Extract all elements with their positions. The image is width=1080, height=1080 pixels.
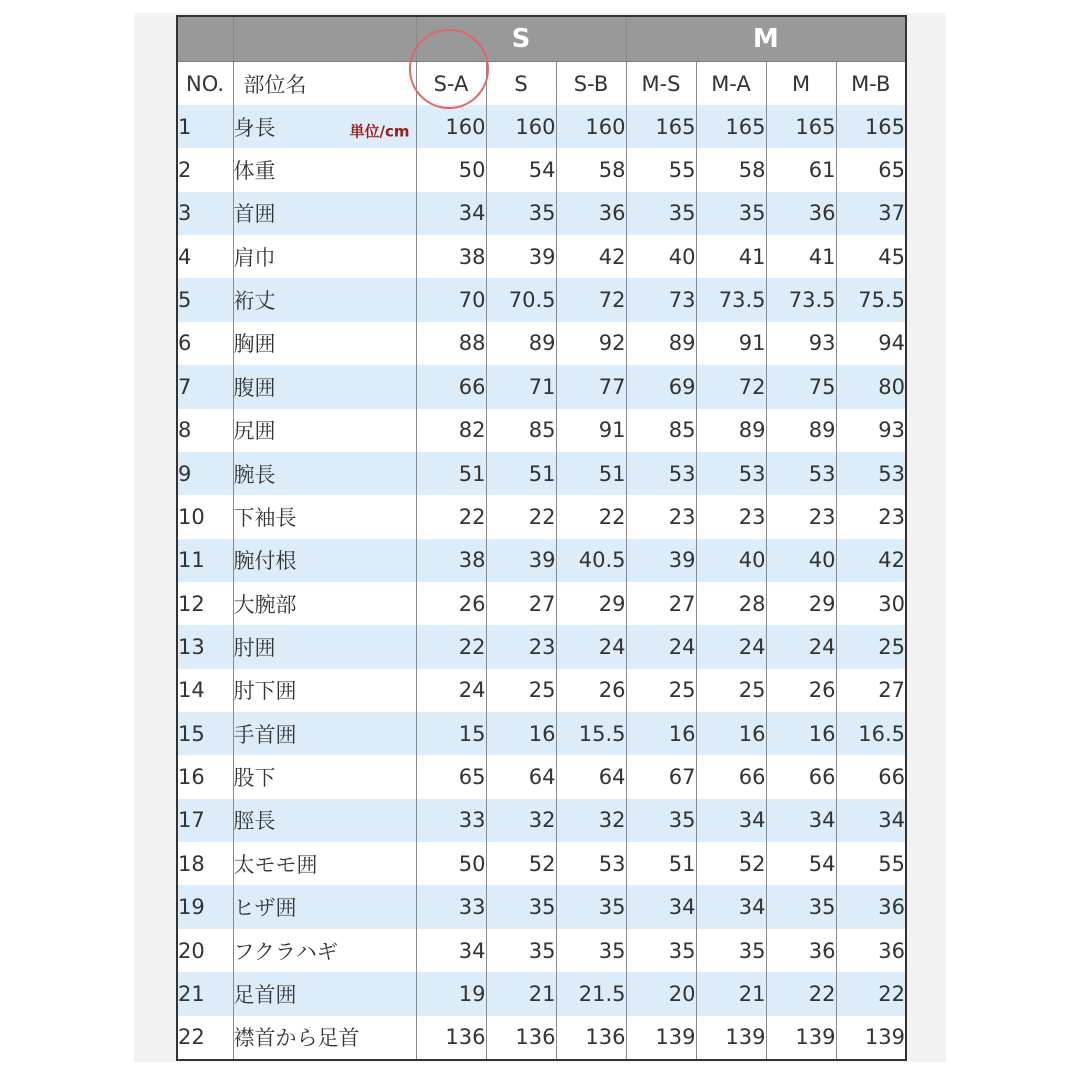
measurement-cell: 28 [696,582,766,625]
measurement-cell: 136 [486,1016,556,1060]
measurement-cell: 23 [766,495,836,538]
table-row [177,972,906,1015]
measurement-cell: 93 [836,409,906,452]
part-name: 腹囲 [233,375,276,400]
part-name: 足首囲 [233,982,297,1007]
measurement-cell: 40 [766,539,836,582]
part-name-cell [233,669,416,712]
part-name-cell [233,842,416,885]
measurement-cell: 72 [696,365,766,408]
part-name: フクラハギ [233,939,338,964]
measurement-cell: 16 [766,712,836,755]
table-row [177,712,906,755]
measurement-cell: 42 [556,235,626,278]
row-number: 3 [177,192,233,235]
measurement-cell: 53 [836,452,906,495]
measurement-cell: 136 [556,1016,626,1060]
measurement-cell: 27 [626,582,696,625]
row-number: 22 [177,1016,233,1060]
measurement-cell: 165 [766,105,836,148]
measurement-cell: 26 [556,669,626,712]
measurement-cell: 22 [836,972,906,1015]
table-row [177,105,906,148]
measurement-cell: 25 [486,669,556,712]
measurement-cell: 65 [836,148,906,191]
row-number: 6 [177,322,233,365]
measurement-cell: 16 [486,712,556,755]
table-row [177,495,906,538]
measurement-cell: 33 [416,885,486,928]
measurement-cell: 24 [556,625,626,668]
measurement-cell: 35 [696,929,766,972]
measurement-cell: 39 [486,235,556,278]
measurement-cell: 34 [836,799,906,842]
measurement-cell: 42 [836,539,906,582]
measurement-cell: 65 [416,755,486,798]
measurement-cell: 82 [416,409,486,452]
measurement-cell: 51 [556,452,626,495]
part-name: 太モモ囲 [233,852,318,877]
measurement-cell: 91 [696,322,766,365]
measurement-cell: 24 [696,625,766,668]
measurement-cell: 89 [766,409,836,452]
measurement-cell: 40 [696,539,766,582]
table-row [177,929,906,972]
measurement-cell: 25 [626,669,696,712]
measurement-cell: 39 [486,539,556,582]
measurement-cell: 27 [836,669,906,712]
part-name: 胸囲 [233,332,276,357]
size-group-header-row [177,16,906,62]
table-row [177,148,906,191]
size-chart-body [177,105,906,1060]
group-header-m: M [626,16,906,62]
table-row [177,1016,906,1060]
table-row [177,192,906,235]
part-name-cell [233,148,416,191]
measurement-cell: 21 [696,972,766,1015]
part-name: 肘下囲 [233,679,297,704]
column-header-no: NO. [177,62,233,106]
measurement-cell: 26 [766,669,836,712]
measurement-cell: 53 [626,452,696,495]
measurement-cell: 70 [416,278,486,321]
column-header-size: M-B [836,62,906,106]
measurement-cell: 15 [416,712,486,755]
measurement-cell: 26 [416,582,486,625]
measurement-cell: 92 [556,322,626,365]
table-row [177,669,906,712]
measurement-cell: 160 [486,105,556,148]
table-row [177,885,906,928]
part-name-cell [233,278,416,321]
table-row [177,235,906,278]
row-number: 5 [177,278,233,321]
column-header-size: M [766,62,836,106]
column-header-size: S-B [556,62,626,106]
measurement-cell: 35 [486,192,556,235]
measurement-cell: 38 [416,539,486,582]
measurement-cell: 23 [486,625,556,668]
table-row [177,625,906,668]
row-number: 17 [177,799,233,842]
measurement-cell: 24 [416,669,486,712]
measurement-cell: 165 [626,105,696,148]
measurement-cell: 36 [766,929,836,972]
row-number: 4 [177,235,233,278]
measurement-cell: 53 [556,842,626,885]
measurement-cell: 38 [416,235,486,278]
part-name: 体重 [233,159,276,184]
measurement-cell: 75.5 [836,278,906,321]
group-header-s: S [416,16,626,62]
measurement-cell: 22 [416,625,486,668]
part-name-cell [233,409,416,452]
measurement-cell: 36 [836,885,906,928]
measurement-cell: 52 [486,842,556,885]
measurement-cell: 160 [416,105,486,148]
measurement-cell: 29 [556,582,626,625]
part-name-cell [233,712,416,755]
column-header-size: S [486,62,556,106]
measurement-cell: 51 [626,842,696,885]
measurement-cell: 16.5 [836,712,906,755]
measurement-cell: 35 [766,885,836,928]
measurement-cell: 75 [766,365,836,408]
row-number: 13 [177,625,233,668]
row-number: 14 [177,669,233,712]
part-name-cell [233,365,416,408]
measurement-cell: 88 [416,322,486,365]
measurement-cell: 80 [836,365,906,408]
measurement-cell: 27 [486,582,556,625]
measurement-cell: 40.5 [556,539,626,582]
measurement-cell: 41 [696,235,766,278]
column-header-size: M-S [626,62,696,106]
part-name: 大腕部 [233,592,297,617]
measurement-cell: 73 [626,278,696,321]
measurement-cell: 139 [766,1016,836,1060]
part-name: 脛長 [233,809,276,834]
measurement-cell: 66 [836,755,906,798]
measurement-cell: 22 [766,972,836,1015]
measurement-cell: 34 [696,885,766,928]
row-number: 11 [177,539,233,582]
row-number: 16 [177,755,233,798]
measurement-cell: 61 [766,148,836,191]
table-row [177,278,906,321]
part-name-cell [233,192,416,235]
table-row [177,755,906,798]
measurement-cell: 77 [556,365,626,408]
table-row [177,452,906,495]
measurement-cell: 93 [766,322,836,365]
measurement-cell: 54 [486,148,556,191]
unit-note: 単位/cm [349,122,410,141]
table-row [177,799,906,842]
measurement-cell: 73.5 [766,278,836,321]
measurement-cell: 50 [416,148,486,191]
measurement-cell: 66 [416,365,486,408]
measurement-cell: 64 [556,755,626,798]
part-name-cell [233,452,416,495]
part-name: 肘囲 [233,635,276,660]
measurement-cell: 89 [486,322,556,365]
row-number: 2 [177,148,233,191]
measurement-cell: 165 [836,105,906,148]
part-name-cell [233,625,416,668]
measurement-cell: 70.5 [486,278,556,321]
part-name-cell [233,1016,416,1060]
measurement-cell: 35 [486,929,556,972]
measurement-cell: 54 [766,842,836,885]
measurement-cell: 24 [626,625,696,668]
measurement-cell: 37 [836,192,906,235]
table-row [177,539,906,582]
measurement-cell: 23 [696,495,766,538]
measurement-cell: 55 [836,842,906,885]
table-row [177,322,906,365]
part-name-cell [233,105,416,148]
measurement-cell: 89 [696,409,766,452]
measurement-cell: 32 [556,799,626,842]
measurement-cell: 67 [626,755,696,798]
part-name-cell [233,322,416,365]
part-name-cell [233,799,416,842]
part-name-cell [233,929,416,972]
row-number: 21 [177,972,233,1015]
measurement-cell: 35 [556,885,626,928]
measurement-cell: 22 [486,495,556,538]
measurement-cell: 25 [836,625,906,668]
part-name-cell [233,972,416,1015]
measurement-cell: 85 [626,409,696,452]
part-name: 腕長 [233,462,276,487]
measurement-cell: 89 [626,322,696,365]
column-header-size: S-A [416,62,486,106]
measurement-cell: 23 [626,495,696,538]
measurement-cell: 29 [766,582,836,625]
part-name: 下袖長 [233,505,297,530]
measurement-cell: 33 [416,799,486,842]
row-number: 12 [177,582,233,625]
measurement-cell: 36 [766,192,836,235]
measurement-cell: 71 [486,365,556,408]
measurement-cell: 66 [696,755,766,798]
measurement-cell: 73.5 [696,278,766,321]
measurement-cell: 21 [486,972,556,1015]
measurement-cell: 35 [626,929,696,972]
table-row [177,365,906,408]
measurement-cell: 35 [626,192,696,235]
part-name: 裄丈 [233,289,276,314]
part-name-cell [233,755,416,798]
column-header-part-name: 部位名 [233,62,416,106]
part-name-cell [233,885,416,928]
measurement-cell: 32 [486,799,556,842]
measurement-cell: 69 [626,365,696,408]
part-name-cell [233,582,416,625]
measurement-cell: 34 [416,192,486,235]
part-name: 肩巾 [233,245,276,270]
row-number: 10 [177,495,233,538]
table-row [177,582,906,625]
part-name: 尻囲 [233,419,276,444]
measurement-cell: 35 [626,799,696,842]
column-header-size: M-A [696,62,766,106]
part-name-cell [233,235,416,278]
measurement-cell: 39 [626,539,696,582]
measurement-cell: 23 [836,495,906,538]
measurement-cell: 85 [486,409,556,452]
measurement-cell: 55 [626,148,696,191]
part-name: 身長 [233,115,276,140]
measurement-cell: 40 [626,235,696,278]
measurement-cell: 15.5 [556,712,626,755]
measurement-cell: 21.5 [556,972,626,1015]
measurement-cell: 91 [556,409,626,452]
measurement-cell: 25 [696,669,766,712]
measurement-cell: 35 [486,885,556,928]
row-number: 9 [177,452,233,495]
measurement-cell: 139 [626,1016,696,1060]
measurement-cell: 35 [696,192,766,235]
measurement-cell: 34 [766,799,836,842]
measurement-cell: 50 [416,842,486,885]
measurement-cell: 22 [556,495,626,538]
measurement-cell: 72 [556,278,626,321]
measurement-cell: 136 [416,1016,486,1060]
measurement-cell: 16 [626,712,696,755]
part-name: 腕付根 [233,549,297,574]
measurement-cell: 66 [766,755,836,798]
row-number: 8 [177,409,233,452]
measurement-cell: 34 [696,799,766,842]
measurement-cell: 160 [556,105,626,148]
part-name: ヒザ囲 [233,896,297,921]
group-header-blank [177,16,233,62]
measurement-cell: 16 [696,712,766,755]
measurement-cell: 45 [836,235,906,278]
row-number: 15 [177,712,233,755]
group-header-blank [233,16,416,62]
measurement-cell: 139 [696,1016,766,1060]
measurement-cell: 22 [416,495,486,538]
measurement-cell: 53 [696,452,766,495]
measurement-cell: 94 [836,322,906,365]
part-name: 首囲 [233,202,276,227]
row-number: 7 [177,365,233,408]
measurement-cell: 64 [486,755,556,798]
part-name: 手首囲 [233,722,297,747]
row-number: 18 [177,842,233,885]
measurement-cell: 34 [626,885,696,928]
measurement-cell: 30 [836,582,906,625]
measurement-cell: 53 [766,452,836,495]
measurement-cell: 51 [486,452,556,495]
measurement-cell: 36 [836,929,906,972]
measurement-cell: 35 [556,929,626,972]
part-name-cell [233,495,416,538]
row-number: 20 [177,929,233,972]
measurement-cell: 165 [696,105,766,148]
part-name: 襟首から足首 [233,1026,360,1051]
measurement-cell: 52 [696,842,766,885]
row-number: 19 [177,885,233,928]
measurement-cell: 41 [766,235,836,278]
measurement-cell: 51 [416,452,486,495]
measurement-cell: 36 [556,192,626,235]
measurement-cell: 58 [556,148,626,191]
table-row [177,409,906,452]
column-header-row [177,62,906,106]
measurement-cell: 58 [696,148,766,191]
part-name: 股下 [233,766,276,791]
measurement-cell: 139 [836,1016,906,1060]
table-row [177,842,906,885]
size-chart-table [176,15,907,1061]
row-number: 1 [177,105,233,148]
measurement-cell: 20 [626,972,696,1015]
measurement-cell: 34 [416,929,486,972]
part-name-cell [233,539,416,582]
measurement-cell: 24 [766,625,836,668]
measurement-cell: 19 [416,972,486,1015]
